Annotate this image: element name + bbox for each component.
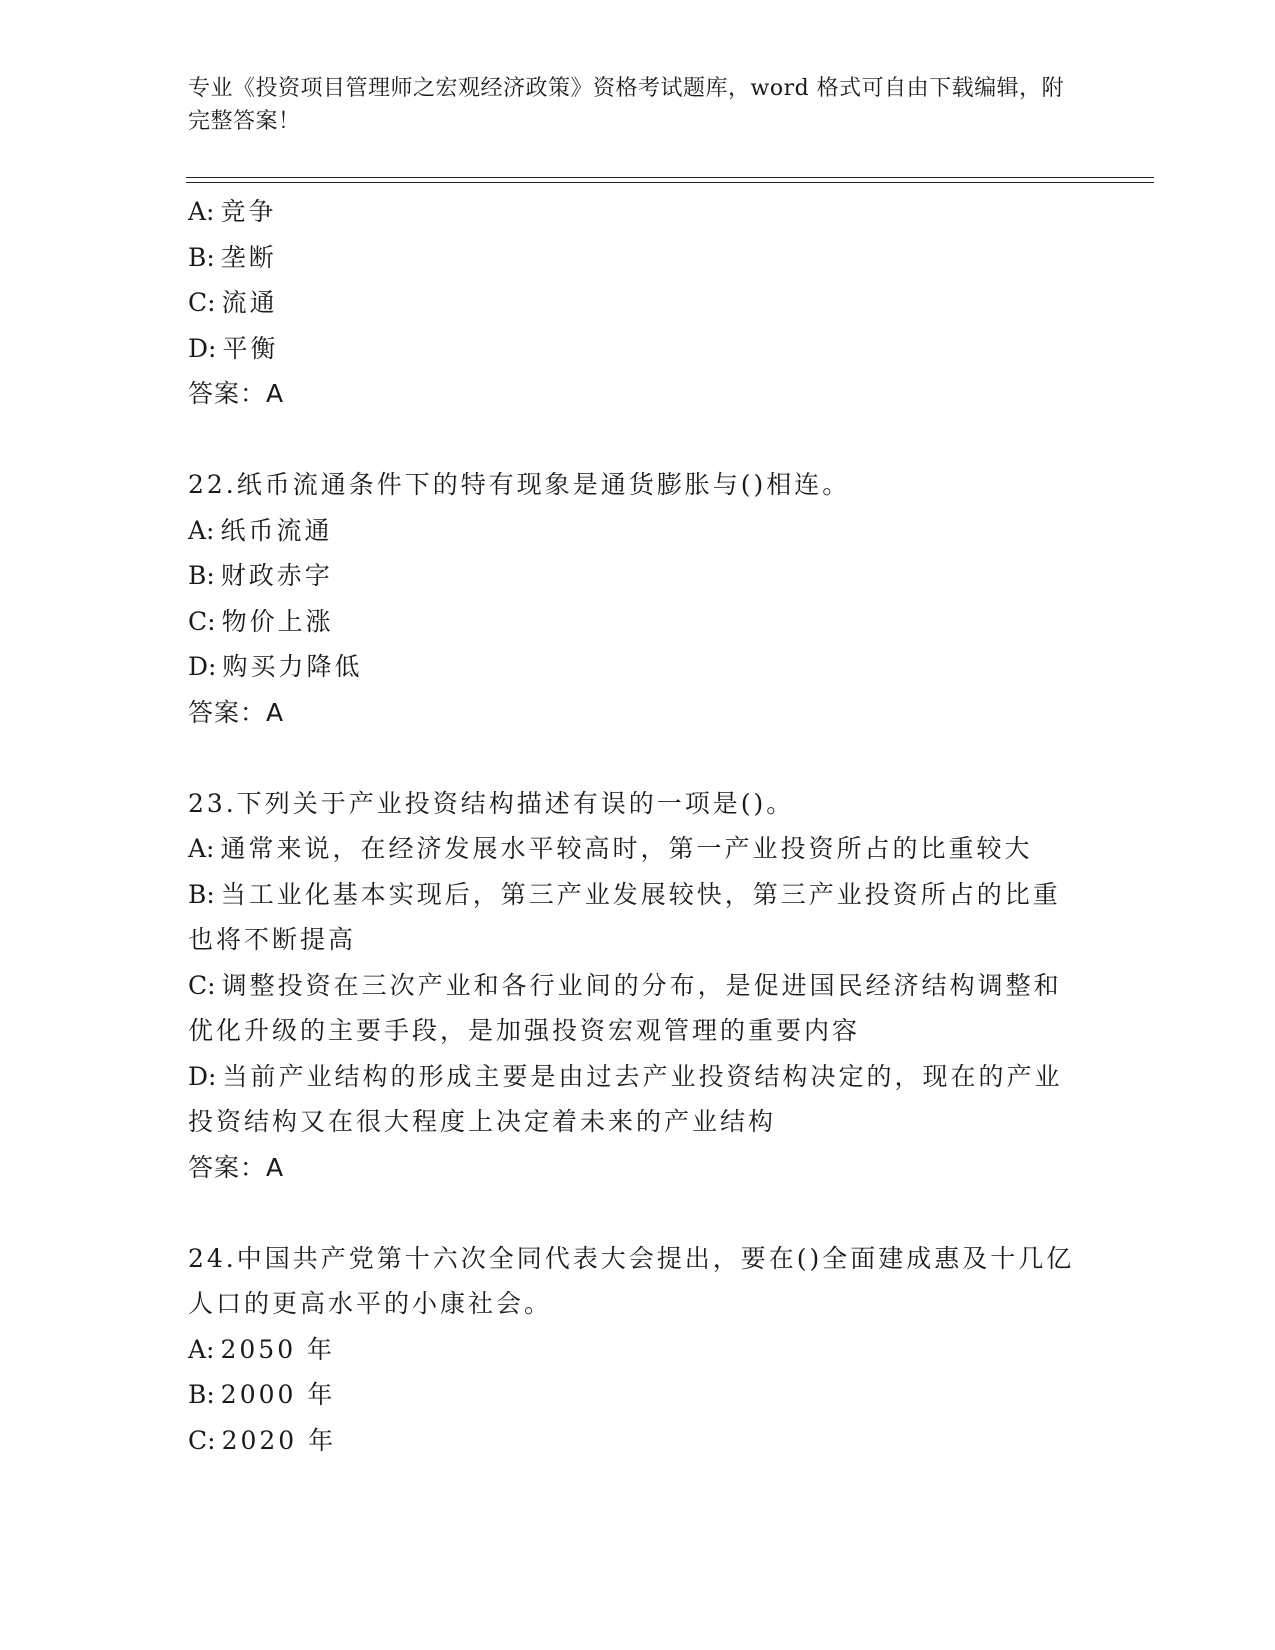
option-c: C: 流通 [188,288,278,317]
option-d: D: 购买力降低 [188,652,363,681]
option-c: C: 调整投资在三次产业和各行业间的分布，是促进国民经济结构调整和优化升级的主要手段，是加强投资宏观管理的重要内容 [188,970,1062,1045]
option-d: D: 平衡 [188,333,279,363]
option-a: A: 竞争 [188,197,277,226]
option-a: A: 2050 年 [188,1334,336,1364]
header-rule-top [186,177,1154,178]
spacer [188,735,1078,781]
answer: 答案：A [188,379,285,408]
answer: 答案：A [188,1152,285,1182]
spacer [188,417,1078,463]
option-b: B: 2000 年 [188,1380,336,1409]
answer: 答案：A [188,697,285,727]
question-22 [188,462,1078,735]
question-stem: 23.下列关于产业投资结构描述有误的一项是()。 [188,788,795,818]
question-24 [188,1236,1078,1464]
document-header [188,72,1068,138]
option-b: B: 财政赤字 [188,561,333,590]
question-stem: 22.纸币流通条件下的特有现象是通货膨胀与()相连。 [188,470,851,499]
prev-question [188,189,1078,417]
header-rule-bottom [186,182,1154,183]
option-c: C: 2020 年 [188,1425,337,1455]
question-content [188,189,1078,1463]
question-stem: 24.中国共产党第十六次全同代表大会提出，要在()全面建成惠及十几亿人口的更高水平的小康社会。 [188,1243,1075,1318]
option-c: C: 物价上涨 [188,606,334,636]
option-a: A: 纸币流通 [188,515,333,545]
question-23 [188,781,1078,1191]
spacer [188,1190,1078,1236]
option-d: D: 当前产业结构的形成主要是由过去产业投资结构决定的，现在的产业投资结构又在很大程度上决定着未来的产业结构 [188,1061,1063,1136]
option-b: B: 垄断 [188,242,277,272]
header-text: 专业《投资项目管理师之宏观经济政策》资格考试题库，word 格式可自由下载编辑，附完整答案！ [188,76,1065,134]
option-a: A: 通常来说，在经济发展水平较高时，第一产业投资所占的比重较大 [188,834,1033,863]
option-b: B: 当工业化基本实现后，第三产业发展较快，第三产业投资所占的比重也将不断提高 [188,879,1061,954]
